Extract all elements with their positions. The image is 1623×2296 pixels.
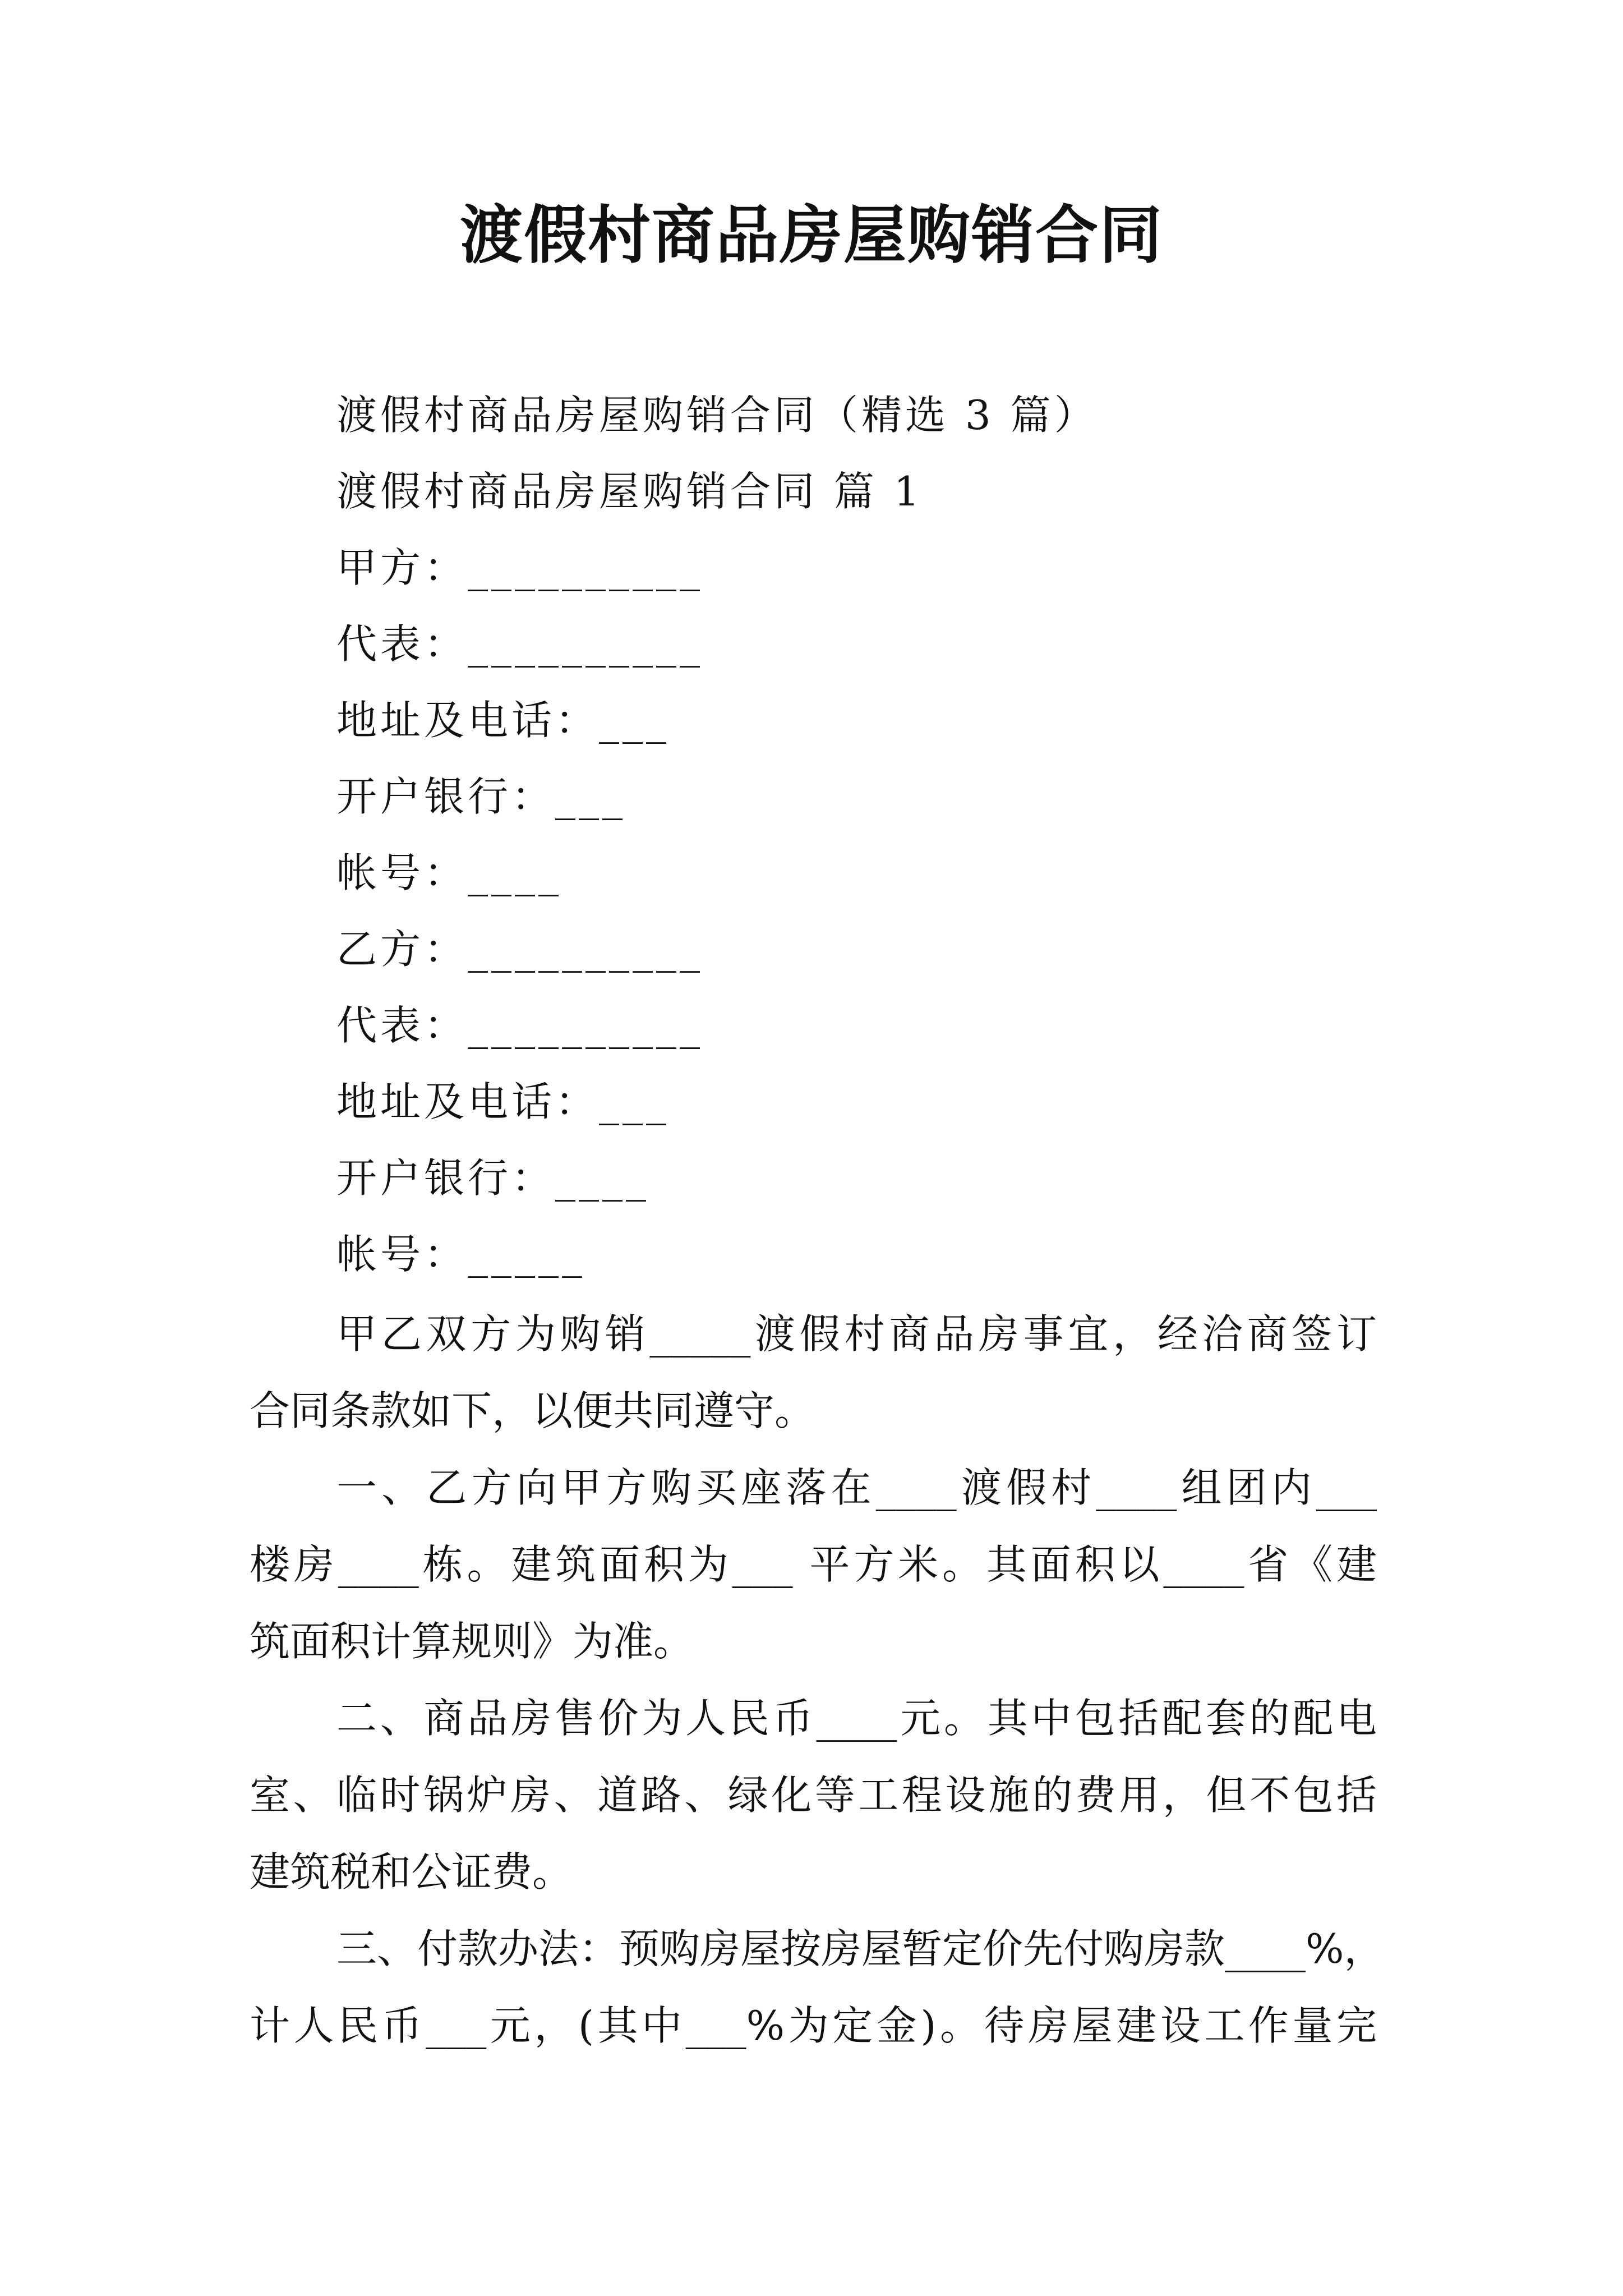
- party-a-address-label: 地址及电话：: [336, 697, 600, 744]
- clause-3: [250, 1911, 1385, 2064]
- paragraph-line: 筑面积计算规则》为准。: [250, 1618, 694, 1665]
- party-a-label: 甲方：: [336, 544, 468, 591]
- party-a-representative-field: [336, 616, 703, 672]
- party-b-account-label: 帐号：: [336, 1231, 468, 1278]
- party-b-representative-field: [336, 997, 703, 1053]
- party-b-blank: __________: [468, 926, 704, 973]
- party-a-address-blank: ___: [599, 697, 670, 744]
- party-b-bank-field: [336, 1150, 649, 1206]
- paragraph-line: 计人民币___元，(其中___%为定金)。待房屋建设工作量完: [250, 2002, 1377, 2049]
- party-b-bank-label: 开户银行：: [336, 1154, 556, 1202]
- party-a-representative-label: 代表：: [336, 620, 468, 668]
- contract-body: [250, 1296, 1385, 2064]
- paragraph-line: 三、付款办法：预购房屋按房屋暂定价先付购房款____%，: [336, 1925, 1385, 1972]
- party-a-bank-field: [336, 769, 626, 825]
- clause-1: [250, 1450, 1377, 1680]
- party-a-field: [336, 540, 703, 596]
- party-a-bank-label: 开户银行：: [336, 773, 556, 820]
- party-b-account-field: [336, 1226, 585, 1282]
- party-b-bank-blank: ____: [555, 1154, 650, 1202]
- document-title: 渡假村商品房屋购销合同: [460, 199, 1163, 272]
- paragraph-line: 二、商品房售价为人民币____元。其中包括配套的配电: [336, 1695, 1377, 1742]
- section-heading: 渡假村商品房屋购销合同 篇 1: [336, 468, 923, 515]
- party-b-account-blank: _____: [468, 1231, 586, 1278]
- party-a-representative-blank: __________: [468, 620, 704, 668]
- party-a-blank: __________: [468, 544, 704, 591]
- party-b-address-label: 地址及电话：: [336, 1078, 600, 1125]
- clause-2: [250, 1680, 1377, 1911]
- party-a-account-label: 帐号：: [336, 849, 468, 896]
- party-b-representative-blank: __________: [468, 1002, 704, 1049]
- party-a-account-blank: ____: [468, 849, 562, 896]
- paragraph-line: 建筑税和公证费。: [250, 1848, 573, 1895]
- party-b-label: 乙方：: [336, 926, 468, 973]
- paragraph-line: 合同条款如下，以便共同遵守。: [250, 1387, 815, 1434]
- paragraph-line: 甲乙双方为购销_____渡假村商品房事宜，经洽商签订: [336, 1310, 1377, 1358]
- document-subtitle: 渡假村商品房屋购销合同（精选 3 篇）: [336, 392, 1098, 439]
- paragraph-intro: [250, 1296, 1377, 1450]
- party-b-address-blank: ___: [599, 1078, 670, 1125]
- party-b-field: [336, 921, 703, 977]
- paragraph-line: 室、临时锅炉房、道路、绿化等工程设施的费用，但不包括: [250, 1772, 1377, 1819]
- party-b-address-field: [336, 1074, 670, 1130]
- party-a-address-field: [336, 692, 670, 748]
- party-a-account-field: [336, 845, 562, 901]
- party-a-bank-blank: ___: [555, 773, 626, 820]
- paragraph-line: 一、乙方向甲方购买座落在____渡假村____组团内___: [336, 1464, 1377, 1511]
- party-b-representative-label: 代表：: [336, 1002, 468, 1049]
- paragraph-line: 楼房____栋。建筑面积为___ 平方米。其面积以____省《建: [250, 1541, 1377, 1588]
